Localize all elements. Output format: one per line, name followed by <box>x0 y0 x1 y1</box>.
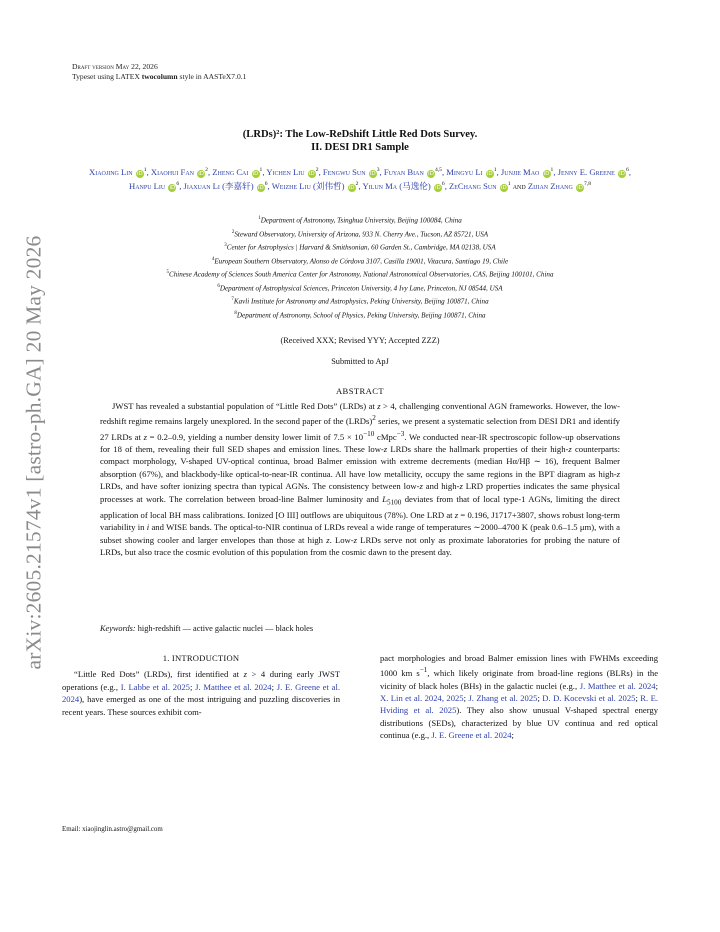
author[interactable] <box>212 167 262 177</box>
latex-logo: LATEX <box>115 72 140 81</box>
orcid-icon[interactable]: iD <box>169 185 176 192</box>
affiliation-marker: 6 <box>441 181 445 188</box>
affiliation-number: 4 <box>211 256 215 262</box>
affiliation-marker: 1 <box>507 181 511 188</box>
typeset-line: Typeset using LATEX twocolumn style in AASTeX7.0.1 <box>72 72 247 81</box>
author[interactable] <box>272 181 359 191</box>
orcid-icon[interactable]: iD <box>257 185 264 192</box>
orcid-icon[interactable]: iD <box>252 170 259 177</box>
orcid-icon[interactable]: iD <box>136 170 143 177</box>
column-right <box>380 652 658 742</box>
citation-link[interactable]: D. D. Kocevski et al. 2025 <box>542 693 636 704</box>
affiliation-number: 3 <box>224 243 227 249</box>
affiliation-text: Department of Astronomy, Tsinghua University, Beijing 100084, China <box>260 216 462 225</box>
author[interactable] <box>384 167 442 177</box>
orcid-icon[interactable]: iD <box>308 170 315 177</box>
orcid-icon[interactable]: iD <box>428 170 434 177</box>
citation-link[interactable]: J. Matthee et al. 2024 <box>579 680 656 691</box>
citation-link[interactable]: R. E. Hviding et al. 2025 <box>380 693 659 716</box>
orcid-icon[interactable]: iD <box>198 170 205 177</box>
affiliation-marker: 6 <box>626 167 629 173</box>
author[interactable] <box>558 167 629 177</box>
affiliation-marker: 6 <box>176 181 180 188</box>
citation-link[interactable]: J. Zhang et al. 2025 <box>468 693 538 704</box>
abstract-heading: ABSTRACT <box>335 386 385 396</box>
author-name[interactable]: Jenny E. Greene <box>557 166 615 177</box>
preamble <box>72 62 246 82</box>
orcid-icon[interactable]: iD <box>348 185 355 192</box>
affiliation-text: Steward Observatory, University of Arizona, 933 N. Cherry Ave., Tucson, AZ 85721, USA <box>234 229 489 238</box>
author-name[interactable]: Fuyan Bian <box>383 166 424 177</box>
title-line-1: (LRDs)²: The Low-ReDshift Little Red Dots Survey. <box>242 129 478 140</box>
affiliation-marker: 7,8 <box>584 181 591 188</box>
affiliation <box>40 308 680 322</box>
author-name[interactable]: Junjie Mao <box>500 166 540 177</box>
author-name[interactable]: Zijian Zhang <box>527 181 573 192</box>
orcid-icon[interactable]: iD <box>543 170 550 177</box>
author[interactable] <box>449 181 511 191</box>
affiliation-number: 7 <box>231 297 234 303</box>
affiliation-text: Department of Astronomy, School of Physics, Peking University, Beijing 100871, China <box>236 311 486 320</box>
orcid-icon[interactable]: iD <box>434 185 441 192</box>
affiliation-number: 1 <box>258 216 261 221</box>
author[interactable] <box>184 181 268 191</box>
affiliation-number: 6 <box>217 283 220 289</box>
keywords <box>100 624 660 633</box>
author-name[interactable]: Yichen Liu <box>266 166 305 177</box>
author-name[interactable]: Xiaohui Fan <box>150 166 195 177</box>
author-name[interactable]: Jiaxuan Li (李嘉轩) <box>183 181 254 192</box>
affiliation-number: 2 <box>231 229 235 235</box>
affiliation-marker: 3 <box>376 167 380 173</box>
affiliation <box>40 213 680 227</box>
affiliation <box>40 281 680 295</box>
author-list: Xiaojing Lin $iD^1$, Xiaohui Fan $iD^2$, Zheng Cai $iD^1$, Yichen Liu $iD^2$, Fengwu Sun $iD^3$, Fuyan Bian iD$^{4,5}$, Mingyu Li $iD^1$, Junjie Mao $iD^1$, Jenny E. Greene $iD^6$, Hanpu Liu $iD^6$, Jiaxuan Li (李嘉轩) $iD^6$, Weizhe Liu (刘伟哲) $iD^2$, Yilun Ma (马逸伦) $iD^6$, ZeChang Sun $iD^1$ and Zijian Zhang iD$^{7,8}$ <box>89 166 631 192</box>
affiliation-marker: 2 <box>205 167 208 173</box>
keywords-text: high-redshift — active galactic nuclei — black holes <box>137 624 314 633</box>
author[interactable] <box>528 181 591 191</box>
affiliation-marker: 6 <box>264 181 268 188</box>
author-name[interactable]: Zheng Cai <box>212 166 249 177</box>
affiliation-number: 8 <box>234 310 237 316</box>
affiliation-text: Kavli Institute for Astronomy and Astrophysics, Peking University, Beijing 100871, China <box>233 297 489 306</box>
abstract-text: JWST has revealed a substantial population of “Little Red Dots” (LRDs) at z > 4, challenging conventional AGN frameworks. However, the low-redshift regime remains largely unexplored. In the second paper of the (LRDs)$^2$ series, we present a systematic selection from DESI DR1 and identify 27 LRDs at z = 0.2–0.9, yielding a number density lower limit of $7.5 \times 10^{-10}$ cMpc$^{-3}$. We conducted near-IR spectroscopic follow-up observations for 18 of them, revealing their full SED shapes and emission lines. These low-z LRDs share the hallmark properties of their high-z counterparts: compact morphology, V-shaped UV-optical continua, broad Balmer emission with extreme decrements (median Hα/Hβ ∼ 16), frequent Balmer absorption (67%), and blackbody-like optical-to-near-IR continua. All have low metallicity, occupy the same regions in the BPT diagram as high-z LRDs, and have softer ionizing spectra than typical AGNs. The consistency between low-z and high-z LRD properties indicates the same physical processes at work. The correlation between broad-line Balmer luminosity and $L_{5100}$ deviates from that of local type-1 AGNs, limiting the direct application of local BH mass calibrations. Ionized [O III] outflows are ubiquitous (78%). One LRD at z = 0.196, J1717+3807, shows robust long-term variability in i and WISE bands. The optical-to-NIR continua of LRDs reveal a wide range of temperatures ∼2000–4700 K (peak 0.6–1.5 μm), with a subset showing cooler and larger envelopes than those at high z. Low-z LRDs serve not only as proximate laboratories for probing the nature of LRDs, but also trace the cosmic evolution of this population from the cosmic dawn to the present day. <box>100 401 621 557</box>
orcid-icon[interactable]: iD <box>619 170 625 177</box>
author[interactable] <box>501 167 553 177</box>
orcid-icon[interactable]: iD <box>369 170 376 177</box>
affiliation-marker: 4,5 <box>434 167 442 173</box>
submitted-to: Submitted to ApJ <box>331 357 389 366</box>
author[interactable] <box>151 167 208 177</box>
author-name[interactable]: Mingyu Li <box>446 166 483 177</box>
affiliation-marker: 1 <box>493 167 497 173</box>
affiliation-marker: 1 <box>259 167 263 173</box>
paper-title <box>60 128 660 154</box>
affiliation-text: Center for Astrophysics | Harvard & Smithsonian, 60 Garden St., Cambridge, MA 02138, USA <box>226 243 496 252</box>
orcid-icon[interactable]: iD <box>500 185 507 192</box>
affiliation <box>40 254 680 268</box>
affiliation <box>40 227 680 241</box>
citation-link[interactable]: J. E. Greene et al. 2024 <box>431 730 512 741</box>
affiliation-text: European Southern Observatory, Alonso de Córdova 3107, Casilla 19001, Vitacura, Santiago 19, Chile <box>214 257 509 266</box>
orcid-icon[interactable]: iD <box>486 170 493 177</box>
affiliation-list <box>40 213 680 322</box>
arxiv-identifier: arXiv:2605.21574v1 [astro-ph.GA] 20 May 2026 <box>21 235 46 669</box>
author-name[interactable]: Xiaojing Lin <box>89 166 133 177</box>
author[interactable] <box>362 181 444 191</box>
received-dates: (Received XXX; Revised YYY; Accepted ZZZ) <box>280 336 440 345</box>
author[interactable] <box>129 181 179 191</box>
citation-link[interactable]: J. Matthee et al. 2024 <box>195 681 272 692</box>
affiliation-text: Department of Astrophysical Sciences, Princeton University, 4 Ivy Lane, Princeton, NJ 08544, USA <box>219 284 503 293</box>
author-name[interactable]: Yilun Ma (马逸伦) <box>362 181 431 192</box>
author[interactable] <box>266 167 318 177</box>
affiliation <box>40 240 680 254</box>
author-name[interactable]: ZeChang Sun <box>449 181 497 192</box>
keywords-label: Keywords: <box>100 624 136 633</box>
citation-link[interactable]: I. Labbe et al. 2025 <box>120 681 190 692</box>
citation-link[interactable]: X. Lin et al. 2024, 2025 <box>380 693 464 704</box>
affiliation-marker: 2 <box>355 181 359 188</box>
author-name[interactable]: Fengwu Sun <box>322 166 366 177</box>
column-left <box>62 652 340 718</box>
intro-paragraph: “Little Red Dots” (LRDs), first identified at z > 4 during early JWST operations (e.g., I. Labbe et al. 2025; J. Matthee et al. 2024; J. E. Greene et al. 2024), have emerged as one of the most intriguing and puzzling discoveries in recent years. These sources exhibit com- <box>62 669 340 717</box>
author-name[interactable]: Weizhe Liu (刘伟哲) <box>271 181 345 192</box>
affiliation-marker: 2 <box>315 167 319 173</box>
affiliation-marker: 1 <box>143 167 147 173</box>
citation-link[interactable]: J. E. Greene et al. 2024 <box>62 681 340 705</box>
author[interactable] <box>323 167 380 177</box>
title-line-2: II. DESI DR1 Sample <box>311 142 409 153</box>
affiliation-marker: 1 <box>550 167 554 173</box>
section-heading-introduction: 1. INTRODUCTION <box>162 653 240 663</box>
author[interactable] <box>89 167 147 177</box>
corresponding-email[interactable]: Email: xiaojinglin.astro@gmail.com <box>62 826 163 833</box>
affiliation-text: Chinese Academy of Sciences South America Center for Astronomy, National Astronomical Observatories, CAS, Beijing 100101, China <box>168 270 554 279</box>
author-conjunction: and <box>512 181 526 192</box>
affiliation <box>40 294 680 308</box>
affiliation-number: 5 <box>166 270 169 276</box>
author[interactable] <box>446 167 496 177</box>
intro-paragraph-continued: pact morphologies and broad Balmer emission lines with FWHMs exceeding 1000 km $s^{-1}$, which likely originate from broad-line regions (BLRs) in the vicinity of black holes (BHs) in the galactic nuclei (e.g., J. Matthee et al. 2024; X. Lin et al. 2024, 2025; J. Zhang et al. 2025; D. D. Kocevski et al. 2025; R. E. Hviding et al. 2025). They also show unusual V-shaped spectral energy distributions (SEDs), characterized by blue UV continua and red optical continua (e.g., J. E. Greene et al. 2024; <box>380 653 659 741</box>
draft-version-line: Draft version May 22, 2026 <box>72 62 158 71</box>
affiliation <box>40 267 680 281</box>
orcid-icon[interactable]: iD <box>577 185 583 192</box>
author-name[interactable]: Hanpu Liu <box>128 181 166 192</box>
